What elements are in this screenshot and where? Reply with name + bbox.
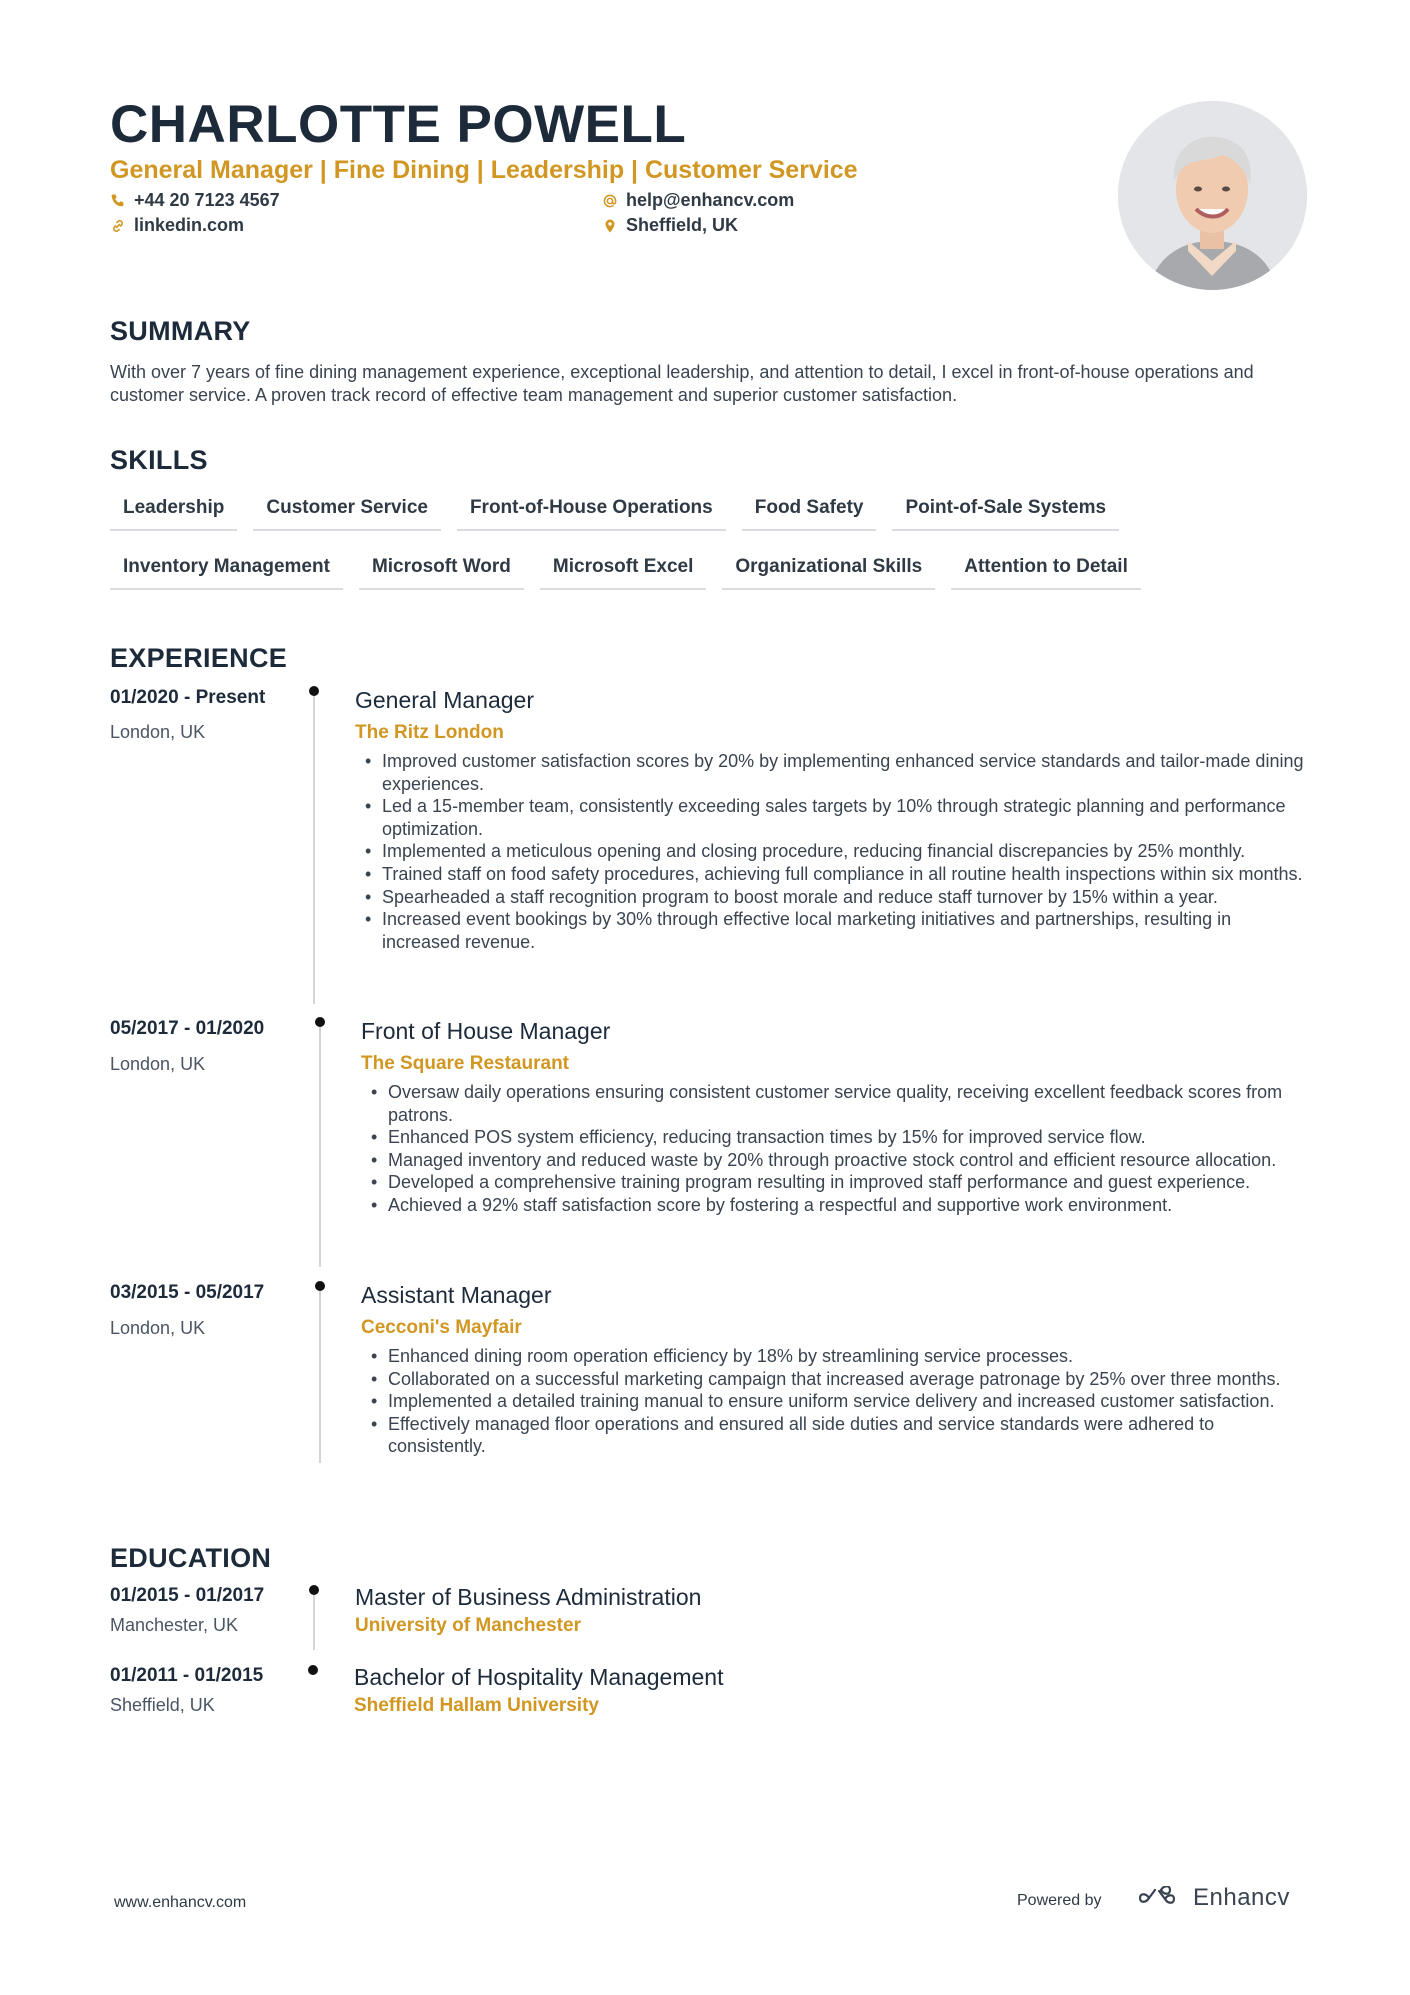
- job-role: Assistant Manager: [361, 1282, 552, 1308]
- linkedin-text[interactable]: linkedin.com: [134, 215, 245, 235]
- bullet-item: • Implemented a detailed training manual to ensure uniform service delivery and increased customer satisfaction.: [368, 1390, 1308, 1413]
- skills-heading: SKILLS: [110, 445, 208, 475]
- powered-by-label: Powered by: [1017, 1892, 1102, 1909]
- skill-tag: Microsoft Word: [359, 556, 524, 590]
- skill-tag: Front-of-House Operations: [457, 497, 726, 531]
- bullet-item: • Led a 15-member team, consistently exceeding sales targets by 10% through strategic planning and performance optimization.: [362, 795, 1307, 840]
- bullet-item: • Enhanced POS system efficiency, reducing transaction times by 15% for improved service flow.: [368, 1126, 1308, 1149]
- skill-tag: Point-of-Sale Systems: [892, 497, 1119, 531]
- edu-location: Sheffield, UK: [110, 1695, 215, 1715]
- timeline-dot: [309, 1585, 319, 1595]
- timeline-line: [313, 1595, 315, 1650]
- job-location: London, UK: [110, 722, 206, 742]
- edu-degree: Master of Business Administration: [355, 1584, 702, 1610]
- contact-phone: [110, 190, 280, 211]
- avatar-portrait: [1118, 101, 1307, 290]
- skill-tag: Food Safety: [742, 497, 877, 531]
- bullet-item: • Developed a comprehensive training program resulting in improved staff performance and guest experience.: [368, 1171, 1308, 1194]
- bullet-item: • Improved customer satisfaction scores by 20% by implementing enhanced service standards and tailor-made dining experiences.: [362, 750, 1307, 795]
- job-location: London, UK: [110, 1318, 206, 1338]
- location-pin-icon: [602, 218, 618, 234]
- job-company: The Square Restaurant: [361, 1053, 569, 1074]
- summary-text: With over 7 years of fine dining management experience, exceptional leadership, and attention to detail, I excel in front-of-house operations and customer service. A proven track record of effective team management and superior customer satisfaction.: [110, 362, 1254, 405]
- job-dates: 05/2017 - 01/2020: [110, 1018, 265, 1039]
- skill-tag: Customer Service: [253, 497, 441, 531]
- timeline-line: [319, 1291, 321, 1463]
- job-location: London, UK: [110, 1054, 206, 1074]
- timeline-line: [313, 696, 315, 1004]
- skill-tag: Leadership: [110, 497, 237, 531]
- bullet-item: • Effectively managed floor operations and ensured all side duties and service standards were adhered to consistently.: [368, 1413, 1308, 1458]
- job-bullets: [368, 1081, 1308, 1217]
- bullet-item: • Oversaw daily operations ensuring consistent customer service quality, receiving excellent feedback scores from patrons.: [368, 1081, 1308, 1126]
- contact-linkedin[interactable]: [110, 215, 244, 236]
- job-dates: 01/2020 - Present: [110, 687, 266, 708]
- job-company: Cecconi's Mayfair: [361, 1317, 522, 1338]
- timeline-dot: [309, 686, 319, 696]
- phone-icon: [110, 193, 126, 209]
- brand-name: Enhancv: [1193, 1884, 1290, 1911]
- edu-dates: 01/2011 - 01/2015: [110, 1665, 264, 1686]
- edu-degree: Bachelor of Hospitality Management: [354, 1664, 724, 1690]
- job-bullets: [368, 1345, 1308, 1458]
- summary-heading: SUMMARY: [110, 316, 251, 346]
- footer-website[interactable]: www.enhancv.com: [114, 1894, 247, 1911]
- location-text: Sheffield, UK: [626, 215, 739, 235]
- education-heading: EDUCATION: [110, 1543, 272, 1573]
- edu-dates: 01/2015 - 01/2017: [110, 1585, 265, 1606]
- candidate-tagline: General Manager | Fine Dining | Leadership | Customer Service: [110, 156, 858, 184]
- bullet-item: • Collaborated on a successful marketing campaign that increased average patronage by 25% over three months.: [368, 1368, 1308, 1391]
- skill-tag: Inventory Management: [110, 556, 343, 590]
- timeline-dot: [308, 1665, 318, 1675]
- timeline-dot: [315, 1281, 325, 1291]
- email-text[interactable]: help@enhancv.com: [626, 190, 795, 210]
- bullet-item: • Trained staff on food safety procedures, achieving full compliance in all routine health inspections within six months.: [362, 863, 1307, 886]
- job-company: The Ritz London: [355, 722, 504, 743]
- skills-row-1: [110, 497, 1119, 531]
- at-icon: [602, 193, 618, 209]
- experience-heading: EXPERIENCE: [110, 643, 288, 673]
- bullet-item: • Managed inventory and reduced waste by 20% through proactive stock control and efficient resource allocation.: [368, 1149, 1308, 1172]
- profile-photo: [1118, 101, 1307, 290]
- brand-logo[interactable]: [1137, 1884, 1290, 1912]
- bullet-item: • Implemented a meticulous opening and closing procedure, reducing financial discrepancies by 25% monthly.: [362, 840, 1307, 863]
- job-dates: 03/2015 - 05/2017: [110, 1282, 265, 1303]
- phone-text: +44 20 7123 4567: [134, 190, 280, 210]
- job-role: Front of House Manager: [361, 1018, 611, 1044]
- link-icon: [110, 218, 126, 234]
- candidate-name: CHARLOTTE POWELL: [110, 95, 687, 154]
- edu-school: Sheffield Hallam University: [354, 1695, 599, 1716]
- edu-location: Manchester, UK: [110, 1615, 239, 1635]
- timeline-dot: [315, 1017, 325, 1027]
- skill-tag: Organizational Skills: [722, 556, 935, 590]
- contact-email[interactable]: [602, 190, 794, 211]
- job-bullets: [362, 750, 1307, 953]
- job-role: General Manager: [355, 687, 534, 713]
- skills-row-2: [110, 556, 1141, 590]
- bullet-item: • Achieved a 92% staff satisfaction score by fostering a respectful and supportive work environment.: [368, 1194, 1308, 1217]
- bullet-item: • Enhanced dining room operation efficiency by 18% by streamlining service processes.: [368, 1345, 1308, 1368]
- skill-tag: Microsoft Excel: [540, 556, 706, 590]
- timeline-line: [319, 1027, 321, 1267]
- infinity-logo-icon: [1137, 1886, 1183, 1910]
- skill-tag: Attention to Detail: [951, 556, 1141, 590]
- edu-school: University of Manchester: [355, 1615, 581, 1636]
- contact-location: [602, 215, 738, 236]
- bullet-item: • Increased event bookings by 30% through effective local marketing initiatives and partnerships, resulting in increased revenue.: [362, 908, 1307, 953]
- bullet-item: • Spearheaded a staff recognition program to boost morale and reduce staff turnover by 15% within a year.: [362, 886, 1307, 909]
